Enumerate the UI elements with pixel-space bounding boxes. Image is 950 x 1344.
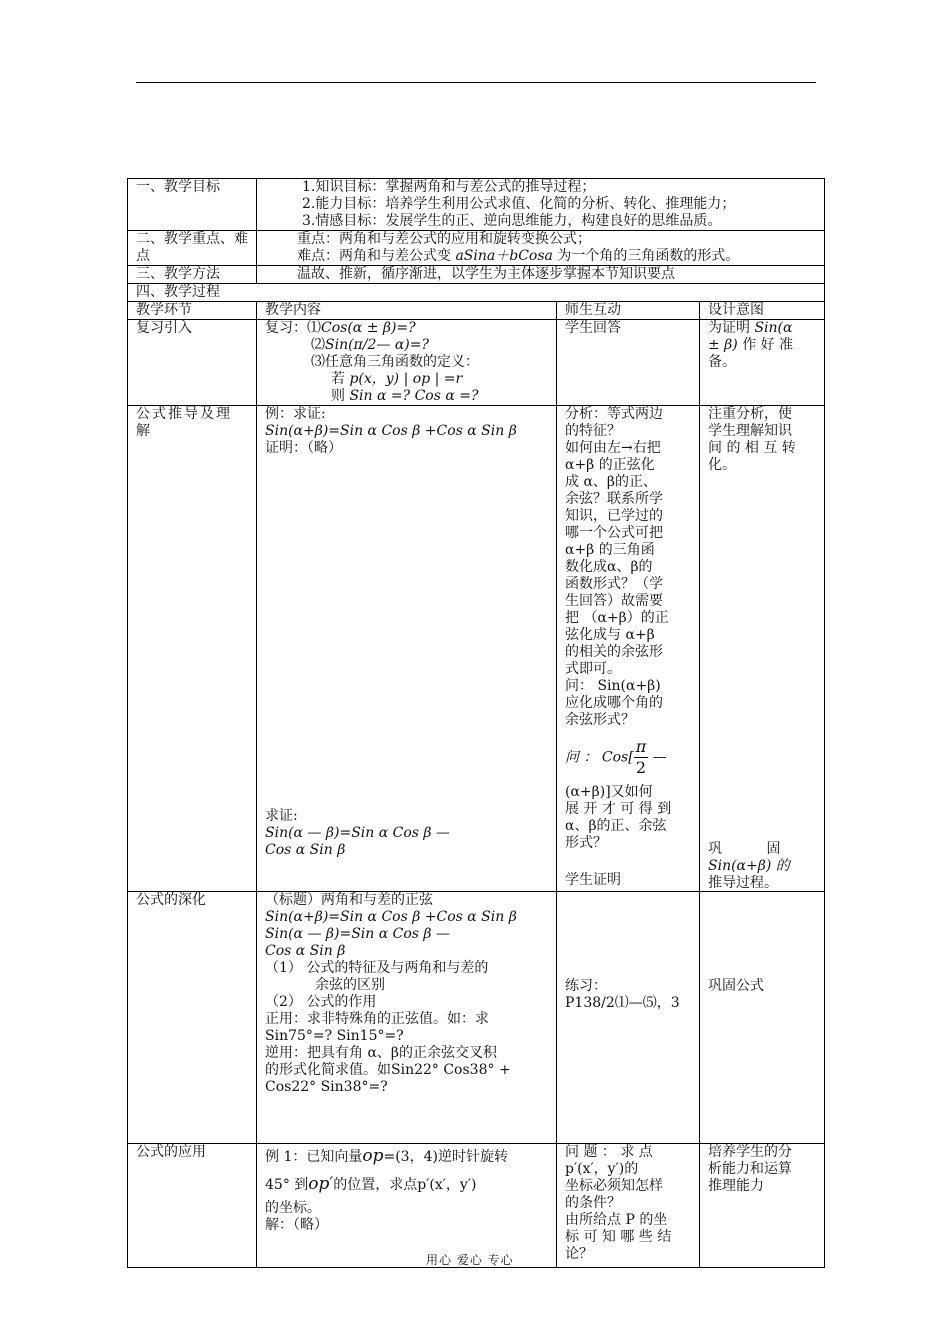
deepen-title: （标题）两角和与差的正弦 <box>265 892 433 908</box>
review-intent-line-3: 备。 <box>708 354 736 370</box>
derivation-intent-box <box>708 406 818 890</box>
deepen-use-2c: Cos22° Sin38°=? <box>265 1079 388 1095</box>
application-note-6: 标 可 知 哪 些 结 <box>565 1229 672 1245</box>
ask-prefix: 问 ： Cos[ <box>565 749 634 766</box>
deepen-use-1b: Sin75°=? Sin15°=? <box>265 1028 404 1044</box>
derivation-note-16: 式即可。 <box>565 661 621 677</box>
review-formula-2: Sin(π/2— α)=? <box>325 337 429 353</box>
derivation-stage-label: 公式推导及理解 <box>136 406 232 439</box>
process-row <box>128 284 825 302</box>
review-then: 则 <box>331 388 350 404</box>
review-intent-line-2 <box>708 337 818 354</box>
deepen-row <box>128 892 825 1144</box>
derivation-intent-1: 注重分析，使 <box>708 406 792 422</box>
review-point: p(x，y) <box>349 371 400 387</box>
derivation-content <box>257 406 557 892</box>
deepen-practice-ref: P138/2⑴—⑸，3 <box>565 995 680 1011</box>
application-row <box>128 1144 825 1268</box>
keypoints-label: 二、教学重点、难点 <box>128 231 257 266</box>
derivation-after-3: α、β的正、余弦 <box>565 818 667 834</box>
review-intent-c: ± β) <box>708 337 738 353</box>
application-intent <box>700 1144 825 1268</box>
derivation-note-8: 哪一个公式可把 <box>565 525 663 541</box>
derivation-note-2: 的特征？ <box>565 423 621 439</box>
example-position: 的位置，求点p′(x′，y′) <box>333 1177 477 1193</box>
vector-op: op <box>362 1146 384 1166</box>
derivation-intent-process: 推导过程。 <box>708 875 778 891</box>
review-p2: ⑵ <box>311 337 325 353</box>
page-footer: 用心 爱心 专心 <box>426 1253 514 1267</box>
derivation-stage <box>128 406 257 892</box>
goal-emotion: 3.情感目标：发展学生的正、逆向思维能力，构建良好的思维品质。 <box>302 213 722 229</box>
derivation-intent-4: 化。 <box>708 457 736 473</box>
derivation-note-12: 生回答）故需要 <box>565 593 663 609</box>
review-content <box>257 320 557 406</box>
derivation-student-proof: 学生证明 <box>565 872 621 888</box>
keypoint-difficulty <box>297 248 818 265</box>
goal-ability: 2.能力目标：培养学生利用公式求值、化简的分析、转化、推理能力； <box>302 196 736 212</box>
review-line-4 <box>265 371 550 388</box>
application-note-1: 问 题 ： 求 点 <box>565 1144 653 1160</box>
derivation-note-9: α+β 的三角函 <box>565 542 655 558</box>
application-note-2: p′(x′，y′)的 <box>565 1161 639 1177</box>
goals-label: 一、教学目标 <box>128 179 257 231</box>
deepen-item-1a: （1） 公式的特征及与两角和与差的 <box>265 960 489 976</box>
example-rotate: =(3，4)逆时针旋转 <box>383 1149 508 1165</box>
derivation-note-17: 问： Sin(α+β) <box>565 678 661 694</box>
application-stage: 公式的应用 <box>128 1144 257 1268</box>
derivation-after-1: (α+β)]又如何 <box>565 784 653 800</box>
application-interaction <box>557 1144 700 1268</box>
derivation-after-4: 形式？ <box>565 835 607 851</box>
derivation-note-7: 知识，已学过的 <box>565 508 663 524</box>
deepen-item-1b: 余弦的区别 <box>315 977 385 993</box>
review-intent <box>700 320 825 406</box>
derivation-note-1: 分析：等式两边 <box>565 406 663 422</box>
header-rule <box>136 82 816 83</box>
review-line-2 <box>265 337 550 354</box>
derivation-note-3: 如何由左→右把 <box>565 440 661 456</box>
deepen-practice-label: 练习： <box>565 978 607 994</box>
process-label: 四、教学过程 <box>128 284 825 302</box>
derivation-intent <box>700 406 825 892</box>
derivation-note-5: 成 α、β的正、 <box>565 474 657 490</box>
application-note-3: 坐标必须知怎样 <box>565 1178 663 1194</box>
deepen-content <box>257 892 557 1144</box>
derivation-intent-2: 学生理解知识 <box>708 423 792 439</box>
review-line-5 <box>265 388 550 405</box>
difficulty-formula: aSina＋bCosa <box>455 248 553 264</box>
derivation-note-10: 数化成α、β的 <box>565 559 653 575</box>
deepen-intent: 巩固公式 <box>700 892 825 1144</box>
lesson-plan-table <box>127 178 825 1268</box>
method-row <box>128 266 825 284</box>
derivation-prove-2: 求证: <box>265 808 298 824</box>
derivation-note-15: 的相关的余弦形 <box>565 644 663 660</box>
review-line-1 <box>265 320 550 337</box>
fraction-denominator: 2 <box>635 758 647 777</box>
goals-row <box>128 179 825 231</box>
derivation-intent-3: 间 的 相 互 转 <box>708 440 796 456</box>
application-example-line-2 <box>265 1169 550 1200</box>
derivation-formula-diff-a: Sin(α — β)=Sin α Cos β — <box>265 825 450 841</box>
derivation-intent-consolidate: 巩 固 <box>708 841 781 857</box>
application-example-line-1 <box>265 1144 550 1169</box>
application-solution: 解：（略） <box>265 1217 328 1233</box>
pi-over-2-fraction <box>634 737 649 778</box>
derivation-note-18: 应化成哪个角的 <box>565 695 663 711</box>
deepen-formula-sum: Sin(α+β)=Sin α Cos β +Cos α Sin β <box>265 909 517 925</box>
derivation-row <box>128 406 825 892</box>
derivation-formula-sum: Sin(α+β)=Sin α Cos β +Cos α Sin β <box>265 423 517 439</box>
derivation-intent-second <box>708 841 790 892</box>
derivation-note-11: 函数形式？（学 <box>565 576 663 592</box>
method-content: 温故、推新，循序渐进，以学生为主体逐步掌握本节知识要点 <box>257 266 825 284</box>
review-interaction: 学生回答 <box>557 320 700 406</box>
application-intent-1: 培养学生的分 <box>708 1144 792 1160</box>
derivation-note-13: 把 （α+β）的正 <box>565 610 669 626</box>
derivation-second <box>265 808 450 859</box>
review-prefix: 复习：⑴ <box>265 320 321 336</box>
ask-suffix: — <box>648 749 667 766</box>
application-note-7: 论？ <box>565 1246 593 1262</box>
deepen-formula-diff-a: Sin(α — β)=Sin α Cos β — <box>265 926 450 942</box>
derivation-example: 例：求证: <box>265 406 326 422</box>
derivation-formula-diff-b: Cos α Sin β <box>265 842 346 858</box>
deepen-stage: 公式的深化 <box>128 892 257 1144</box>
derivation-proof: 证明：（略） <box>265 440 342 456</box>
review-formula-1: Cos(α ± β)=? <box>321 320 416 336</box>
difficulty-suffix: 为一个角的三角函数的形式。 <box>552 248 740 264</box>
header-interaction: 师生互动 <box>557 302 700 320</box>
review-intent-d: 作 好 准 <box>737 337 794 353</box>
review-intent-a: 为证明 <box>708 320 755 336</box>
header-stage: 教学环节 <box>128 302 257 320</box>
derivation-intent-formula: Sin(α+β) 的 <box>708 858 790 874</box>
keypoints-content <box>257 231 825 266</box>
example-angle: 45° 到 <box>265 1177 309 1193</box>
review-sin-cos: Sin α =? Cos α =? <box>349 388 479 404</box>
derivation-note-14: 弦化成与 α+β <box>565 627 655 643</box>
derivation-note-4: α+β 的正弦化 <box>565 457 655 473</box>
review-intent-line-1 <box>708 320 818 337</box>
deepen-formula-diff-b: Cos α Sin β <box>265 943 346 959</box>
difficulty-prefix: 难点：两角和与差公式变 <box>297 248 456 264</box>
header-intent: 设计意图 <box>700 302 825 320</box>
application-intent-2: 析能力和运算 <box>708 1161 792 1177</box>
derivation-note-19: 余弦形式？ <box>565 712 635 728</box>
header-content: 教学内容 <box>257 302 557 320</box>
deepen-item-2: （2） 公式的作用 <box>265 994 377 1010</box>
deepen-use-1a: 正用：求非特殊角的正弦值。如：求 <box>265 1011 489 1027</box>
derivation-after-2: 展 开 才 可 得 到 <box>565 801 672 817</box>
derivation-interaction <box>557 406 700 892</box>
review-intent-b: Sin(α <box>754 320 793 336</box>
review-if: 若 <box>331 371 350 387</box>
application-example-line-3: 的坐标。 <box>265 1200 321 1216</box>
review-stage: 复习引入 <box>128 320 257 406</box>
application-content <box>257 1144 557 1268</box>
fraction-numerator: π <box>635 737 647 756</box>
vector-op-prime: op′ <box>308 1174 334 1194</box>
application-note-5: 由所给点 P 的坐 <box>565 1212 668 1228</box>
goals-content <box>257 179 825 231</box>
deepen-use-2a: 逆用：把具有角 α、β的正余弦交叉积 <box>265 1045 497 1061</box>
application-intent-3: 推理能力 <box>708 1178 764 1194</box>
method-label: 三、教学方法 <box>128 266 257 284</box>
derivation-ask <box>565 737 693 778</box>
column-header-row <box>128 302 825 320</box>
goal-knowledge: 1.知识目标：掌握两角和与差公式的推导过程； <box>302 179 596 195</box>
example-lead: 例 1：已知向量 <box>265 1149 363 1165</box>
deepen-use-2b: 的形式化简求值。如Sin22° Cos38° + <box>265 1062 511 1078</box>
review-row <box>128 320 825 406</box>
deepen-interaction <box>557 892 700 1144</box>
review-line-3: ⑶任意角三角函数的定义： <box>311 354 479 370</box>
application-note-4: 的条件？ <box>565 1195 621 1211</box>
keypoint-focus: 重点：两角和与差公式的应用和旋转变换公式； <box>297 231 591 247</box>
derivation-note-6: 余弦？联系所学 <box>565 491 663 507</box>
keypoints-row <box>128 231 825 266</box>
derivation-interaction-box <box>565 406 693 890</box>
derivation-content-box <box>265 406 550 890</box>
review-radius: | op | =r <box>399 371 463 387</box>
